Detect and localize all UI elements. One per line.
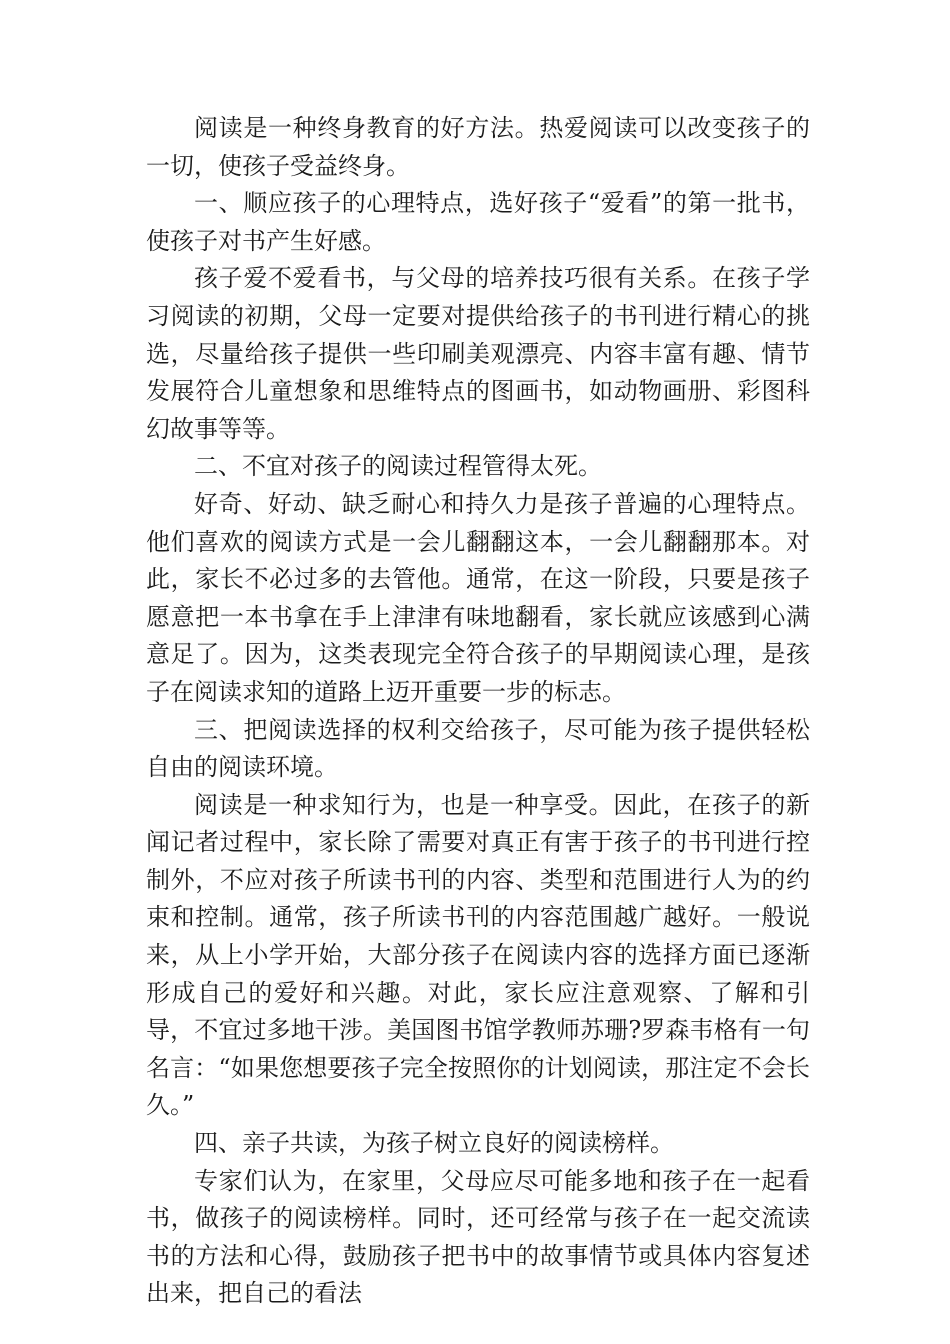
section-heading-3: 三、把阅读选择的权利交给孩子，尽可能为孩子提供轻松自由的阅读环境。 — [146, 715, 810, 782]
paragraph-section-1: 孩子爱不爱看书，与父母的培养技巧很有关系。在孩子学习阅读的初期，父母一定要对提供给孩子的书刊进行精心的挑选，尽量给孩子提供一些印刷美观漂亮、内容丰富有趣、情节发展符合儿童想象和思维特点的图画书，如动物画册、彩图科幻故事等等。 — [146, 264, 810, 443]
paragraph-section-2: 好奇、好动、缺乏耐心和持久力是孩子普遍的心理特点。他们喜欢的阅读方式是一会儿翻翻这本，一会儿翻翻那本。对此，家长不必过多的去管他。通常，在这一阶段，只要是孩子愿意把一本书拿在手上津津有味地翻看，家长就应该感到心满意足了。因为，这类表现完全符合孩子的早期阅读心理，是孩子在阅读求知的道路上迈开重要一步的标志。 — [146, 489, 810, 706]
paragraph-section-4: 专家们认为，在家里，父母应尽可能多地和孩子在一起看书，做孩子的阅读榜样。同时，还可经常与孩子在一起交流读书的方法和心得，鼓励孩子把书中的故事情节或具体内容复述出来，把自己的看法 — [146, 1166, 810, 1308]
paragraph-section-3: 阅读是一种求知行为，也是一种享受。因此，在孩子的新闻记者过程中，家长除了需要对真正有害于孩子的书刊进行控制外，不应对孩子所读书刊的内容、类型和范围进行人为的约束和控制。通常，孩子所读书刊的内容范围越广越好。一般说来，从上小学开始，大部分孩子在阅读内容的选择方面已逐渐形成自己的爱好和兴趣。对此，家长应注意观察、了解和引导，不宜过多地干涉。美国图书馆学教师苏珊?罗森韦格有一句名言：“如果您想要孩子完全按照你的计划阅读，那注定不会长久。” — [146, 790, 810, 1120]
paragraph-intro: 阅读是一种终身教育的好方法。热爱阅读可以改变孩子的一切，使孩子受益终身。 — [146, 114, 810, 180]
section-heading-4: 四、亲子共读，为孩子树立良好的阅读榜样。 — [194, 1129, 674, 1158]
document-body — [146, 110, 810, 1313]
section-heading-1: 一、顺应孩子的心理特点，选好孩子“爱看”的第一批书，使孩子对书产生好感。 — [146, 189, 810, 255]
section-heading-2: 二、不宜对孩子的阅读过程管得太死。 — [194, 452, 602, 481]
